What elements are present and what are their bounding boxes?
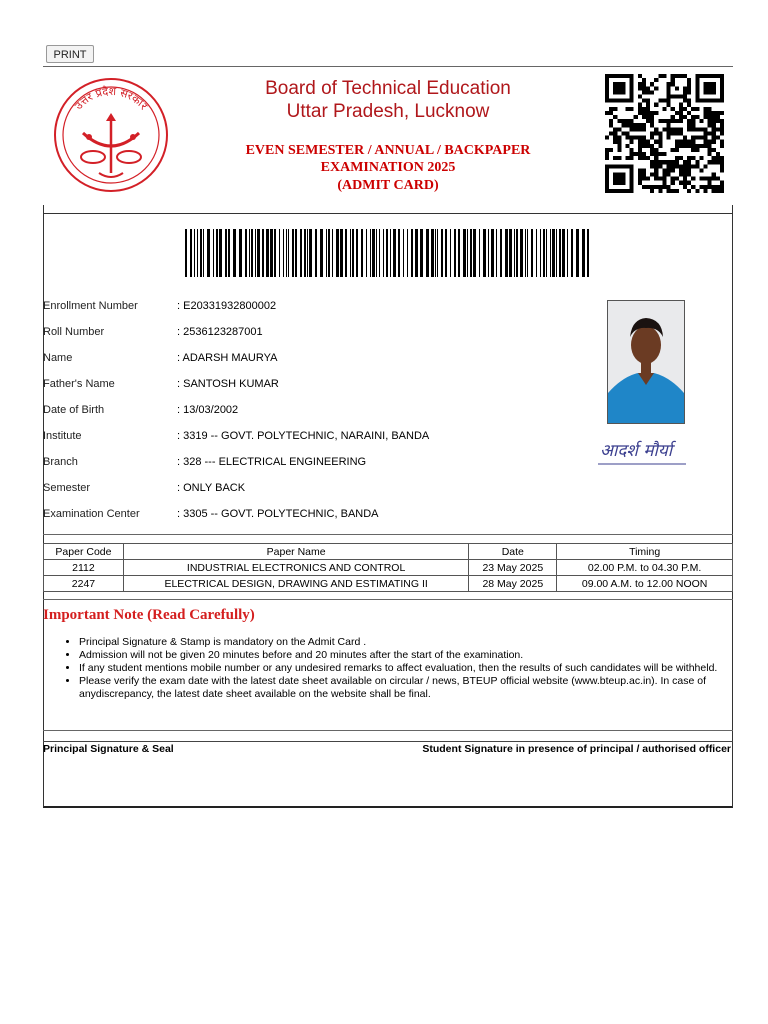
- date-of-birth-label: Date of Birth: [43, 404, 105, 416]
- table-header-row: [44, 544, 733, 560]
- branch-label: Branch: [43, 456, 78, 468]
- examination-center-label: Examination Center: [43, 508, 140, 520]
- fathers-name-value: : SANTOSH KUMAR: [177, 378, 279, 390]
- exam-title-line3: (ADMIT CARD): [337, 178, 439, 193]
- note-bottom-divider: [43, 730, 733, 731]
- fathers-name-label: Father's Name: [43, 378, 115, 390]
- table-row: [44, 560, 733, 576]
- name-value: : ADARSH MAURYA: [177, 352, 278, 364]
- branch-value: : 328 --- ELECTRICAL ENGINEERING: [177, 456, 367, 468]
- admit-card-body: [43, 205, 733, 808]
- print-button[interactable]: PRINT: [46, 45, 94, 63]
- board-location: Uttar Pradesh, Lucknow: [286, 101, 490, 122]
- header-divider: [43, 66, 733, 67]
- board-title: Board of Technical Education: [265, 78, 511, 99]
- svg-text:आदर्श मौर्या: आदर्श मौर्या: [600, 441, 673, 461]
- enrollment-number-value: : E20331932800002: [177, 300, 277, 312]
- paper-code-cell: 2247: [44, 576, 124, 592]
- barcode: [185, 229, 589, 277]
- date-cell: 28 May 2025: [469, 576, 557, 592]
- principal-signature-label: Principal Signature & Seal: [43, 743, 174, 755]
- institute-label: Institute: [43, 430, 82, 442]
- date-header: Date: [469, 544, 557, 560]
- examination-center-value: : 3305 -- GOVT. POLYTECHNIC, BANDA: [177, 508, 379, 520]
- timing-header: Timing: [557, 544, 733, 560]
- exam-title-line2: EXAMINATION 2025: [320, 160, 456, 175]
- important-note-title: Important Note (Read Carefully): [43, 607, 255, 623]
- institute-value: : 3319 -- GOVT. POLYTECHNIC, NARAINI, BANDA: [177, 430, 430, 442]
- svg-text:उत्तर प्रदेश सरकार: [72, 85, 150, 113]
- emblem-text: उत्तर प्रदेश सरकार: [71, 84, 151, 113]
- enrollment-number-label: Enrollment Number: [43, 300, 138, 312]
- qr-code: [605, 74, 724, 193]
- up-government-emblem: [53, 77, 169, 193]
- semester-value: : ONLY BACK: [177, 482, 246, 494]
- student-signature: [596, 434, 688, 468]
- paper-name-cell: ELECTRICAL DESIGN, DRAWING AND ESTIMATING II: [123, 576, 468, 592]
- timing-cell: 02.00 P.M. to 04.30 P.M.: [557, 560, 733, 576]
- list-item: • If any student mentions mobile number or any undesired remarks to affect evaluation, then the results of such candidates will be withheld.: [79, 662, 751, 675]
- roll-number-value: : 2536123287001: [177, 326, 263, 338]
- important-notes-list: [55, 636, 751, 701]
- name-label: Name: [43, 352, 73, 364]
- date-of-birth-value: : 13/03/2002: [177, 404, 239, 416]
- date-cell: 23 May 2025: [469, 560, 557, 576]
- paper-name-cell: INDUSTRIAL ELECTRONICS AND CONTROL: [123, 560, 468, 576]
- papers-table: [43, 543, 733, 592]
- roll-number-label: Roll Number: [43, 326, 105, 338]
- note-top-divider: [43, 599, 733, 600]
- timing-cell: 09.00 A.M. to 12.00 NOON: [557, 576, 733, 592]
- paper-code-header: Paper Code: [44, 544, 124, 560]
- body-top-divider: [43, 213, 733, 214]
- exam-title-line1: EVEN SEMESTER / ANNUAL / BACKPAPER: [245, 143, 531, 158]
- list-item: • Principal Signature & Stamp is mandatory on the Admit Card .: [79, 636, 751, 649]
- table-row: [44, 576, 733, 592]
- student-signature-label: Student Signature in presence of principal / authorised officer: [422, 743, 731, 755]
- student-photo: [607, 300, 685, 424]
- paper-code-cell: 2112: [44, 560, 124, 576]
- list-item: • Please verify the exam date with the latest date sheet available on circular / news, BTEUP official website (www.bteup.ac.in). In case of anydiscrepancy, the latest date sheet available on the website shall be final.: [79, 675, 751, 701]
- paper-name-header: Paper Name: [123, 544, 468, 560]
- signature-divider: [43, 741, 733, 742]
- info-divider: [43, 534, 733, 535]
- list-item: • Admission will not be given 20 minutes before and 20 minutes after the start of the examination.: [79, 649, 751, 662]
- semester-label: Semester: [43, 482, 91, 494]
